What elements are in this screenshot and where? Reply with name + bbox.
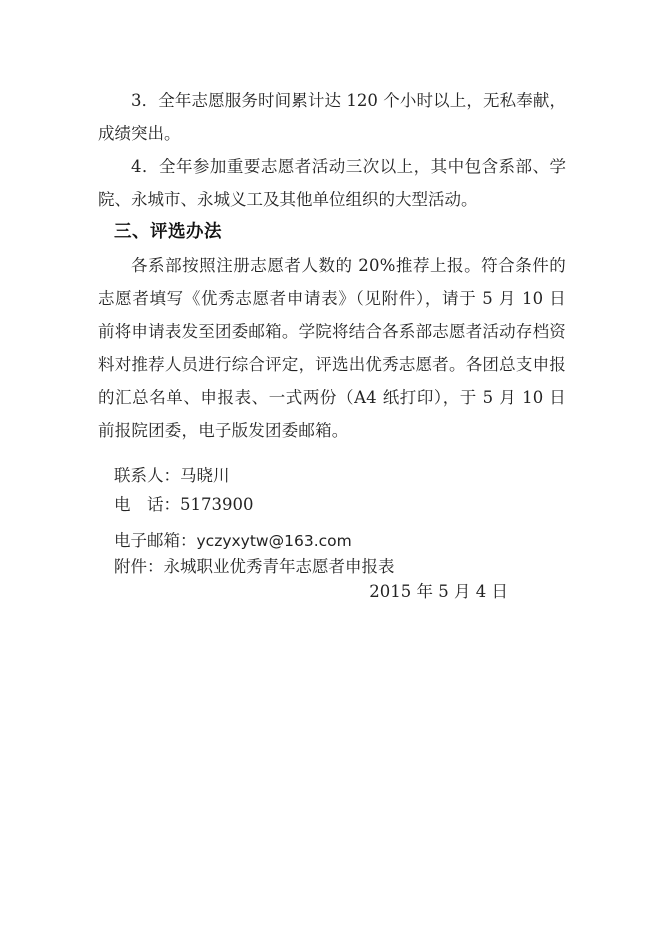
- contact-email-value: yczyxytw@163.com: [196, 532, 352, 550]
- contact-spacer: [98, 519, 566, 528]
- contact-phone: 电 话：5173900: [114, 495, 254, 514]
- contact-person: 联系人：马晓川: [114, 466, 230, 485]
- section-heading: 三、评选办法: [114, 222, 222, 242]
- contact-email: [98, 528, 566, 554]
- document-date: 2015 年 5 月 4 日: [369, 582, 508, 601]
- contact-email-label: 电子邮箱：: [114, 531, 197, 550]
- attachment-note: 附件：永城职业优秀青年志愿者申报表: [114, 557, 395, 576]
- document-body: [98, 84, 566, 579]
- paragraph-selection-method: 各系部按照注册志愿者人数的 20%推荐上报。符合条件的志愿者填写《优秀志愿者申请表》（见附件），请于 5 月 10 日前将申请表发至团委邮箱。学院将结合各系部志愿者活动存档资料对推荐人员进行综合评定，评选出优秀志愿者。各团总支申报的汇总名单、申报表、一式两份（A4 纸打印），于 5 月 10 日前报院团委，电子版发团委邮箱。: [98, 256, 566, 440]
- contact-block: [98, 461, 566, 579]
- list-item-3: 3．全年志愿服务时间累计达 120 个小时以上，无私奉献，成绩突出。: [98, 91, 566, 143]
- list-item-4: 4．全年参加重要志愿者活动三次以上，其中包含系部、学院、永城市、永城义工及其他单位组织的大型活动。: [98, 157, 566, 209]
